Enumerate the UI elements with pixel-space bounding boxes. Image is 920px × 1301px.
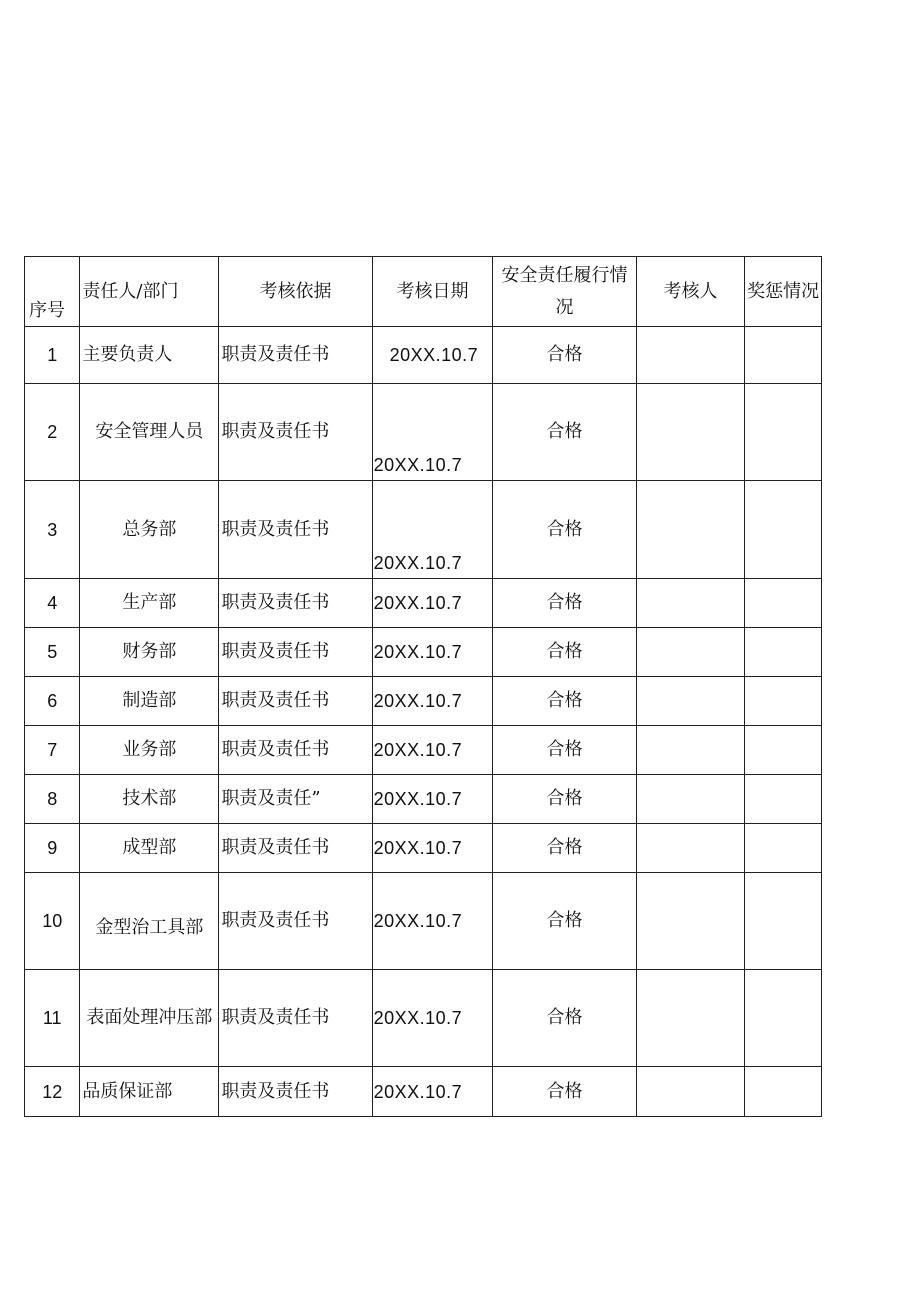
row-checker: [636, 579, 745, 628]
header-checker: 考核人: [636, 257, 745, 327]
row-basis: 职责及责任书: [219, 970, 372, 1067]
table-header-row: [25, 257, 822, 327]
row-checker: [636, 628, 745, 677]
row-no: 1: [25, 327, 80, 384]
row-no: 9: [25, 824, 80, 873]
row-performance: 合格: [493, 628, 636, 677]
row-checker: [636, 384, 745, 481]
row-dept: 金型治工具部: [80, 873, 219, 970]
row-dept: 财务部: [80, 628, 219, 677]
table-row: [25, 677, 822, 726]
row-dept: 总务部: [80, 481, 219, 579]
header-reward: 奖惩情况: [745, 257, 822, 327]
table-row: [25, 824, 822, 873]
row-date: 20XX.10.7: [372, 970, 493, 1067]
row-reward: [745, 873, 822, 970]
row-basis: 职责及责任书: [219, 873, 372, 970]
row-date: 20XX.10.7: [372, 384, 493, 481]
row-basis: 职责及责任书: [219, 824, 372, 873]
row-no: 4: [25, 579, 80, 628]
row-dept: 品质保证部: [80, 1067, 219, 1117]
table-row: [25, 481, 822, 579]
header-performance: 安全责任履行情况: [493, 257, 636, 327]
row-no: 11: [25, 970, 80, 1067]
row-checker: [636, 775, 745, 824]
row-checker: [636, 1067, 745, 1117]
row-performance: 合格: [493, 726, 636, 775]
row-dept: 技术部: [80, 775, 219, 824]
row-date: 20XX.10.7: [372, 628, 493, 677]
row-basis: 职责及责任书: [219, 579, 372, 628]
row-date: 20XX.10.7: [372, 327, 493, 384]
row-dept: 生产部: [80, 579, 219, 628]
row-checker: [636, 327, 745, 384]
table-row: [25, 726, 822, 775]
row-date: 20XX.10.7: [372, 1067, 493, 1117]
row-basis: 职责及责任书: [219, 677, 372, 726]
row-basis: 职责及责任书: [219, 628, 372, 677]
row-performance: 合格: [493, 873, 636, 970]
row-dept: 安全管理人员: [80, 384, 219, 481]
header-basis: 考核依据: [219, 257, 372, 327]
row-performance: 合格: [493, 824, 636, 873]
row-performance: 合格: [493, 481, 636, 579]
row-performance: 合格: [493, 677, 636, 726]
header-dept: 责任人/部门: [80, 257, 219, 327]
row-reward: [745, 579, 822, 628]
table-row: [25, 628, 822, 677]
row-dept: 制造部: [80, 677, 219, 726]
header-no: 序号: [25, 257, 80, 327]
row-basis: 职责及责任书: [219, 384, 372, 481]
row-reward: [745, 970, 822, 1067]
row-performance: 合格: [493, 775, 636, 824]
row-no: 7: [25, 726, 80, 775]
row-reward: [745, 384, 822, 481]
row-checker: [636, 970, 745, 1067]
row-date: 20XX.10.7: [372, 873, 493, 970]
row-performance: 合格: [493, 970, 636, 1067]
row-checker: [636, 677, 745, 726]
row-checker: [636, 726, 745, 775]
row-date: 20XX.10.7: [372, 677, 493, 726]
table-row: [25, 384, 822, 481]
table-row: [25, 327, 822, 384]
table-row: [25, 873, 822, 970]
row-performance: 合格: [493, 579, 636, 628]
row-reward: [745, 628, 822, 677]
row-no: 5: [25, 628, 80, 677]
row-no: 12: [25, 1067, 80, 1117]
row-date: 20XX.10.7: [372, 579, 493, 628]
row-no: 3: [25, 481, 80, 579]
row-reward: [745, 775, 822, 824]
row-reward: [745, 1067, 822, 1117]
row-performance: 合格: [493, 327, 636, 384]
row-performance: 合格: [493, 384, 636, 481]
row-date: 20XX.10.7: [372, 824, 493, 873]
table-row: [25, 775, 822, 824]
row-checker: [636, 824, 745, 873]
row-reward: [745, 824, 822, 873]
row-reward: [745, 327, 822, 384]
row-basis: 职责及责任”: [219, 775, 372, 824]
row-reward: [745, 726, 822, 775]
row-dept: 表面处理冲压部: [80, 970, 219, 1067]
row-dept: 主要负责人: [80, 327, 219, 384]
row-checker: [636, 873, 745, 970]
row-checker: [636, 481, 745, 579]
table-row: [25, 579, 822, 628]
table-row: [25, 970, 822, 1067]
row-no: 2: [25, 384, 80, 481]
row-date: 20XX.10.7: [372, 726, 493, 775]
row-performance: 合格: [493, 1067, 636, 1117]
row-basis: 职责及责任书: [219, 481, 372, 579]
row-basis: 职责及责任书: [219, 327, 372, 384]
row-basis: 职责及责任书: [219, 726, 372, 775]
row-no: 8: [25, 775, 80, 824]
row-no: 10: [25, 873, 80, 970]
row-date: 20XX.10.7: [372, 775, 493, 824]
table-row: [25, 1067, 822, 1117]
row-date: 20XX.10.7: [372, 481, 493, 579]
row-basis: 职责及责任书: [219, 1067, 372, 1117]
row-reward: [745, 677, 822, 726]
row-reward: [745, 481, 822, 579]
row-dept: 业务部: [80, 726, 219, 775]
row-dept: 成型部: [80, 824, 219, 873]
responsibility-assessment-table: [24, 256, 822, 1117]
row-no: 6: [25, 677, 80, 726]
header-date: 考核日期: [372, 257, 493, 327]
